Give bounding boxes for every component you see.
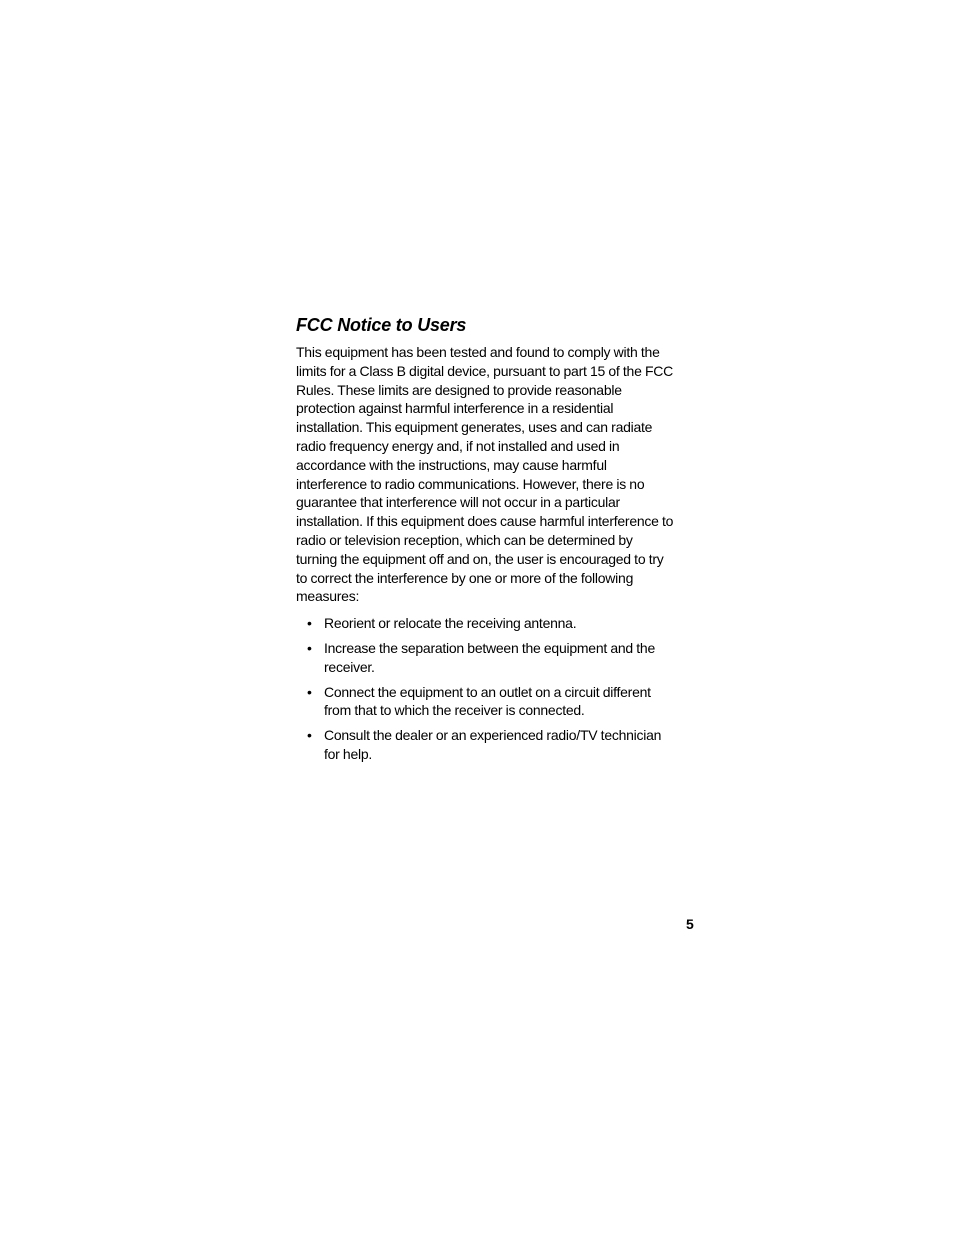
list-item-text: Connect the equipment to an outlet on a circuit different from that to which the receiver is connected. bbox=[324, 683, 651, 719]
list-item bbox=[296, 639, 676, 677]
bullet-icon: • bbox=[307, 639, 312, 656]
bullet-icon: • bbox=[307, 727, 312, 744]
list-item bbox=[296, 726, 676, 764]
section-heading: FCC Notice to Users bbox=[296, 315, 467, 335]
bullet-icon: • bbox=[307, 615, 312, 632]
fcc-notice-section bbox=[296, 313, 676, 770]
measures-list bbox=[296, 614, 676, 764]
list-item bbox=[296, 683, 676, 721]
bullet-icon: • bbox=[307, 683, 312, 700]
list-item-text: Increase the separation between the equipment and the receiver. bbox=[324, 639, 656, 675]
page-number: 5 bbox=[686, 916, 694, 932]
list-item-text: Reorient or relocate the receiving antenna. bbox=[324, 615, 577, 632]
notice-paragraph: This equipment has been tested and found to comply with the limits for a Class B digital device, pursuant to part 15 of the FCC Rules. These limits are designed to provide reasonable protection against harmful interference in a residential installation. This equipment generates, uses and can radiate radio frequency energy and, if not installed and used in accordance with the instructions, may cause harmful interference to radio communications. However, there is no guarantee that interference will not occur in a particular installation. If this equipment does cause harmful interference to radio or television reception, which can be determined by turning the equipment off and on, the user is encouraged to try to correct the interference by one or more of the following measures: bbox=[296, 344, 674, 605]
list-item bbox=[296, 614, 676, 633]
list-item-text: Consult the dealer or an experienced radio/TV technician for help. bbox=[324, 727, 662, 762]
